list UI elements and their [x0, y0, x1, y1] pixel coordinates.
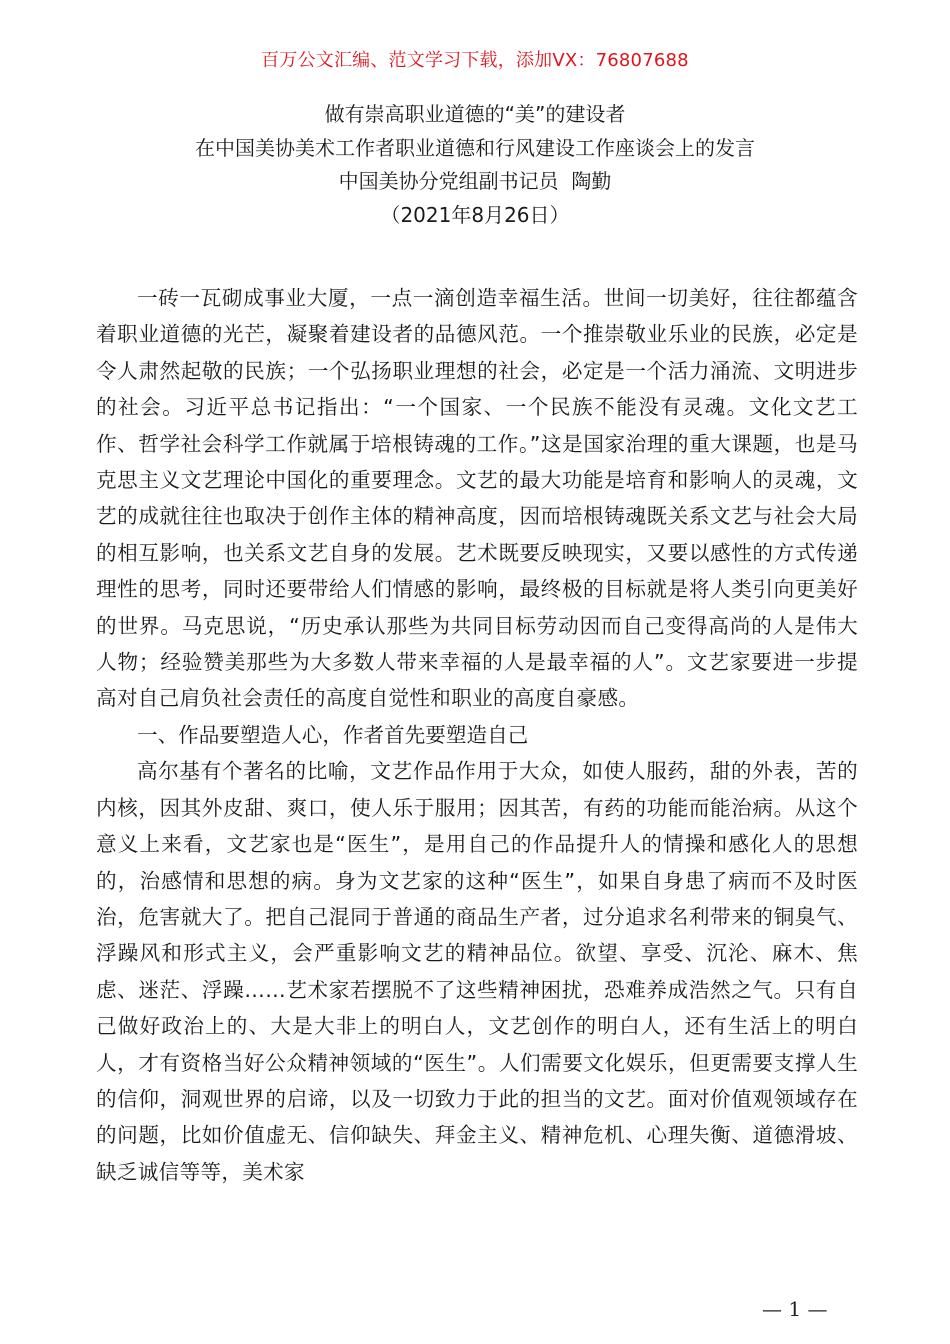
body-paragraph: 高尔基有个著名的比喻，文艺作品作用于大众，如使人服药，甜的外表，苦的内核，因其外皮甜、爽口，使人乐于服用；因其苦，有药的功能而能治病。从这个意义上来看，文艺家也是“医生”，是用自己的作品提升人的情操和感化人的思想的，治感情和思想的病。身为文艺家的这种“医生”，如果自身患了病而不及时医治，危害就大了。把自己混同于普通的商品生产者，过分追求名利带来的铜臭气、浮躁风和形式主义，会严重影响文艺的精神品位。欲望、享受、沉沦、麻木、焦虑、迷茫、浮躁……艺术家若摆脱不了这些精神困扰，恐难养成浩然之气。只有自己做好政治上的、大是大非上的明白人，文艺创作的明白人，还有生活上的明白人，才有资格当好公众精神领域的“医生”。人们需要文化娱乐，但更需要支撑人生的信仰，洞观世界的启谛，以及一切致力于此的担当的文艺。面对价值观领域存在的问题，比如价值虚无、信仰缺失、拜金主义、精神危机、心理失衡、道德滑坡、缺乏诚信等等，美术家 — [96, 759, 858, 1184]
page-number: — 1 — — [762, 1297, 828, 1321]
document-body — [96, 280, 858, 1190]
document-title: 做有崇高职业道德的“美”的建设者 — [324, 102, 626, 126]
document-author: 中国美协分党组副书记员 陶勤 — [338, 169, 612, 193]
body-paragraph: 一砖一瓦砌成事业大厦，一点一滴创造幸福生活。世间一切美好，往往都蕴含着职业道德的光芒，凝聚着建设者的品德风范。一个推崇敬业乐业的民族，必定是令人肃然起敬的民族；一个弘扬职业理想的社会，必定是一个活力涌流、文明进步的社会。习近平总书记指出：“一个国家、一个民族不能没有灵魂。文化文艺工作、哲学社会科学工作就属于培根铸魂的工作。”这是国家治理的重大课题，也是马克思主义文艺理论中国化的重要理念。文艺的最大功能是培育和影响人的灵魂，文艺的成就往往也取决于创作主体的精神高度，因而培根铸魂既关系文艺与社会大局的相互影响，也关系文艺自身的发展。艺术既要反映现实，又要以感性的方式传递理性的思考，同时还要带给人们情感的影响，最终极的目标就是将人类引向更美好的世界。马克思说，“历史承认那些为共同目标劳动因而自己变得高尚的人是伟大人物；经验赞美那些为大多数人带来幸福的人是最幸福的人”。文艺家要进一步提高对自己肩负社会责任的高度自觉性和职业的高度自豪感。 — [96, 286, 858, 711]
watermark-banner: 百万公文汇编、范文学习下载，添加VX：76807688 — [261, 50, 689, 71]
section-heading: 一、作品要塑造人心，作者首先要塑造自己 — [137, 722, 529, 747]
document-subtitle: 在中国美协美术工作者职业道德和行风建设工作座谈会上的发言 — [195, 135, 755, 160]
document-date: （2021年8月26日） — [380, 202, 570, 227]
document-title-block — [0, 98, 950, 232]
